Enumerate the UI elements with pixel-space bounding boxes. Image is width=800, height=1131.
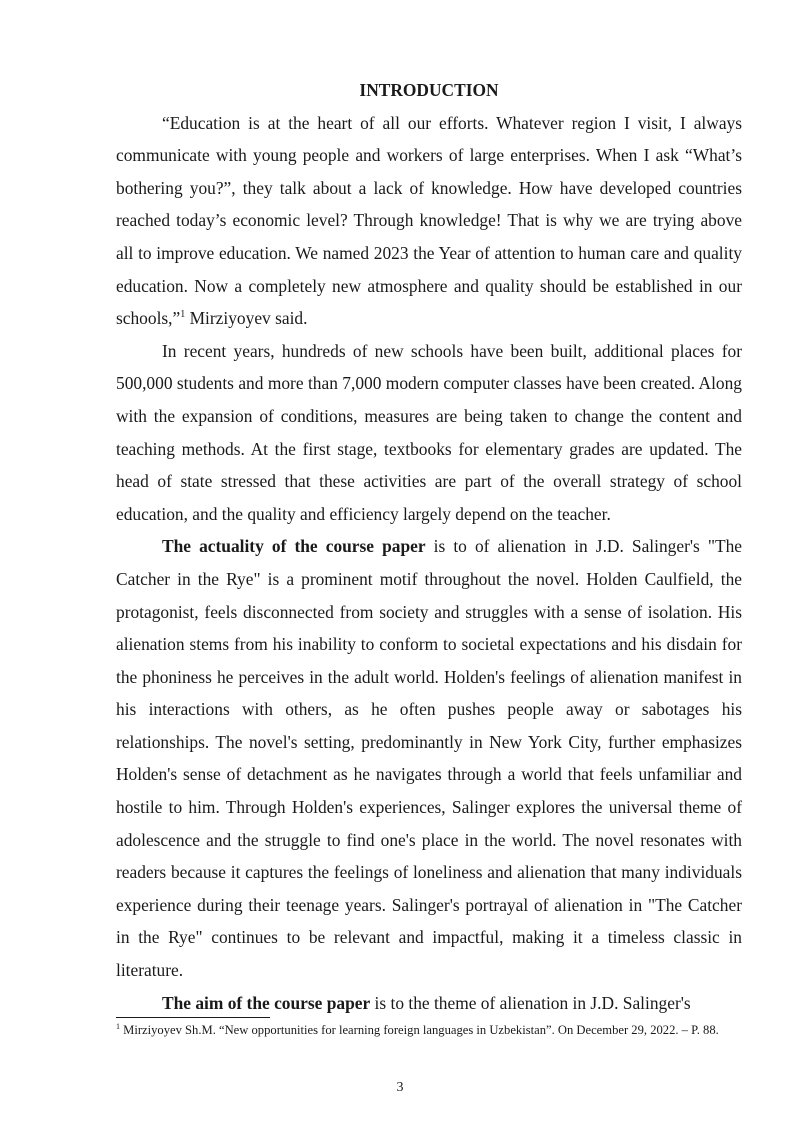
actuality-label: The actuality of the course paper [162,536,426,557]
quote-attribution: Mirziyoyev said. [185,308,308,329]
footnote [116,1022,742,1038]
actuality-text: is to of alienation in J.D. Salinger's "The Catcher in the Rye" is a prominent motif throughout the novel. Holden Caulfield, the protagonist, feels disconnected from society and struggles with a sense of isolation. His alienation stems from his inability to conform to societal expectations and his disdain for the phoniness he perceives in the adult world. Holden's feelings of alienation manifest in his interactions with others, as he often pushes people away or sabotages his relationships. The novel's setting, predominantly in New York City, further emphasizes Holden's sense of detachment as he navigates through a world that feels unfamiliar and hostile to him. Through Holden's experiences, Salinger explores the universal theme of adolescence and the struggle to find one's place in the world. The novel resonates with readers because it captures the feelings of loneliness and alienation that many individuals experience during their teenage years. Salinger's portrayal of alienation in "The Catcher in the Rye" continues to be relevant and impactful, making it a timeless classic in literature. [116,536,742,981]
aim-label: The aim of the course paper [162,992,371,1013]
footnote-number: 1 [116,1021,120,1031]
footnote-divider [116,1017,270,1018]
footnote-text: Mirziyoyev Sh.M. “New opportunities for learning foreign languages in Uzbekistan”. On December 29, 2022. – P. 88. [120,1023,719,1037]
paragraph-aim [116,987,742,1020]
page-number: 3 [396,1080,404,1095]
aim-text: is to the theme of alienation in J.D. Salinger's [370,992,691,1013]
paragraph-actuality [116,530,742,986]
paragraph-quote [116,107,742,335]
document-body [116,74,742,1019]
section-heading: INTRODUCTION [359,80,499,100]
footnote-reference[interactable]: 1 [180,309,186,321]
quote-text: “Education is at the heart of all our efforts. Whatever region I visit, I always communicate with young people and workers of large enterprises. When I ask “What’s bothering you?”, they talk about a lack of knowledge. How have developed countries reached today’s economic level? Through knowledge! That is why we are trying above all to improve education. We named 2023 the Year of attention to human care and quality education. Now a completely new atmosphere and quality should be established in our schools,” [116,112,742,329]
paragraph-schools: In recent years, hundreds of new schools have been built, additional places for 500,000 students and more than 7,000 modern computer classes have been created. Along with the expansion of conditions, measures are being taken to change the content and teaching methods. At the first stage, textbooks for elementary grades are updated. The head of state stressed that these activities are part of the overall strategy of school education, and the quality and efficiency largely depend on the teacher. [116,340,742,524]
